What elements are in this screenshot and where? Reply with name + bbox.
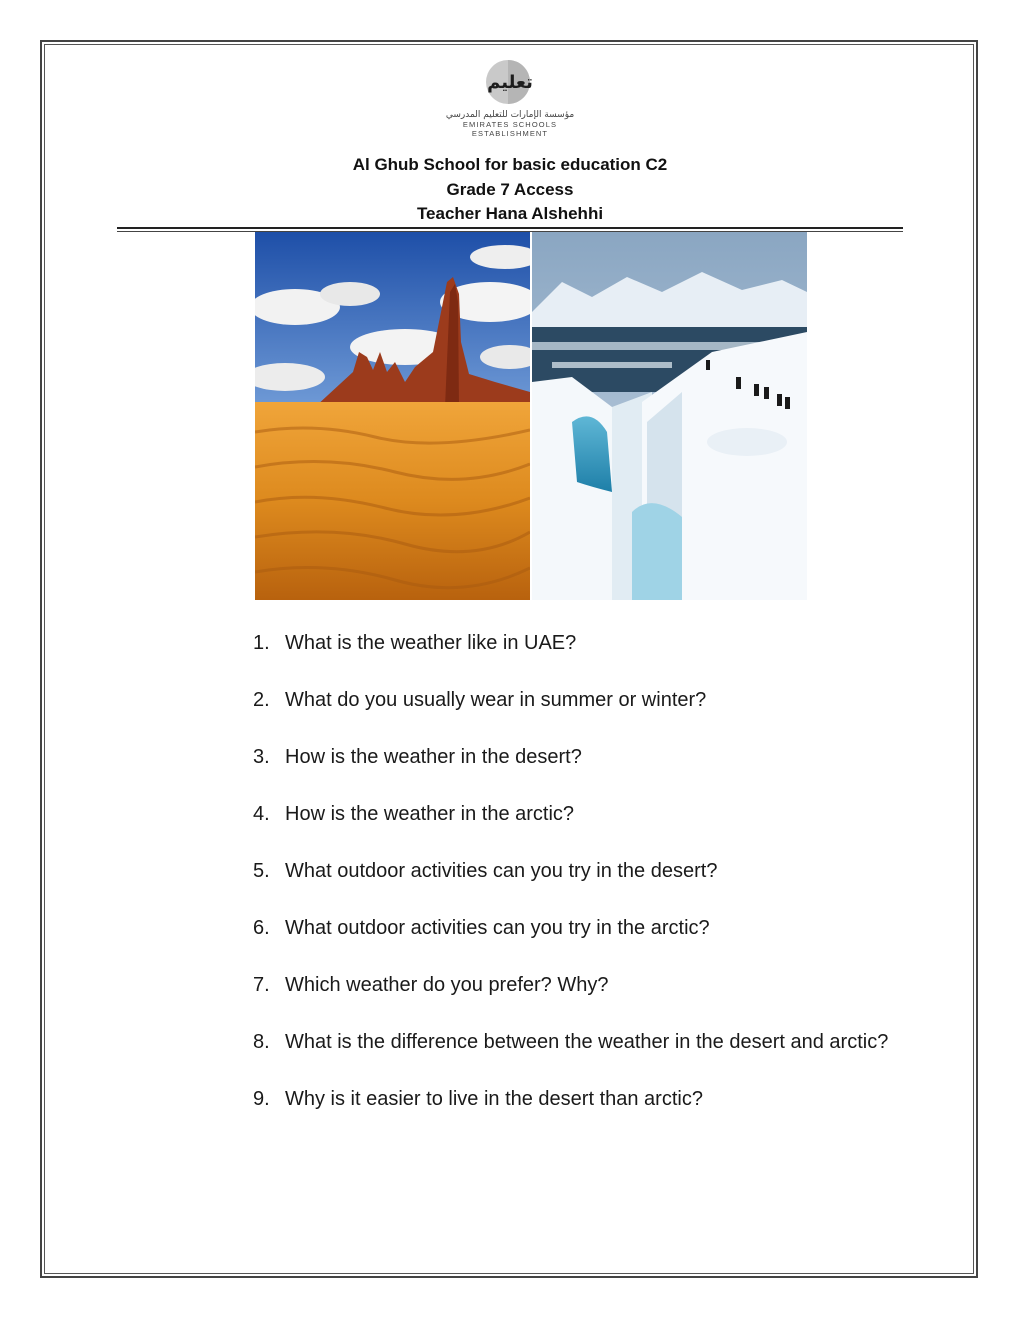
question-number: 8. bbox=[253, 1031, 270, 1053]
question-text: What do you usually wear in summer or winter? bbox=[285, 689, 707, 711]
question-item bbox=[253, 786, 913, 843]
teacher-name: Teacher Hana Alshehhi bbox=[416, 204, 604, 223]
question-item bbox=[253, 615, 913, 672]
question-item bbox=[253, 1014, 913, 1071]
school-logo bbox=[430, 56, 590, 136]
grade-label: Grade 7 Access bbox=[446, 179, 574, 199]
school-name: Al Ghub School for basic education C2 bbox=[352, 155, 668, 174]
logo-mark-text: تعليم bbox=[487, 72, 533, 93]
question-text: Why is it easier to live in the desert than arctic? bbox=[285, 1088, 703, 1110]
question-text: Which weather do you prefer? Why? bbox=[285, 974, 609, 996]
question-number: 3. bbox=[253, 746, 270, 768]
question-text: How is the weather in the arctic? bbox=[285, 803, 575, 825]
question-number: 1. bbox=[253, 632, 270, 654]
question-text: What outdoor activities can you try in the arctic? bbox=[285, 917, 710, 939]
arctic-photo bbox=[532, 232, 807, 600]
question-item bbox=[253, 729, 913, 786]
question-item bbox=[253, 843, 913, 900]
worksheet-header bbox=[0, 153, 1020, 227]
question-number: 9. bbox=[253, 1088, 270, 1110]
desert-photo bbox=[255, 232, 530, 600]
question-list bbox=[253, 615, 913, 1128]
question-number: 7. bbox=[253, 974, 270, 996]
logo-english-text: EMIRATES SCHOOLS ESTABLISHMENT bbox=[462, 120, 558, 138]
question-number: 2. bbox=[253, 689, 270, 711]
question-number: 4. bbox=[253, 803, 270, 825]
question-text: What is the difference between the weather in the desert and arctic? bbox=[285, 1031, 889, 1053]
question-item bbox=[253, 672, 913, 729]
header-divider bbox=[117, 227, 903, 229]
question-text: How is the weather in the desert? bbox=[285, 746, 582, 768]
question-number: 6. bbox=[253, 917, 270, 939]
question-item bbox=[253, 900, 913, 957]
taaleem-logo-icon bbox=[480, 56, 540, 108]
question-item bbox=[253, 957, 913, 1014]
logo-arabic-text: مؤسسة الإمارات للتعليم المدرسي bbox=[445, 110, 575, 120]
question-text: What outdoor activities can you try in the desert? bbox=[285, 860, 718, 882]
question-text: What is the weather like in UAE? bbox=[285, 632, 577, 654]
question-number: 5. bbox=[253, 860, 270, 882]
question-item bbox=[253, 1071, 913, 1128]
